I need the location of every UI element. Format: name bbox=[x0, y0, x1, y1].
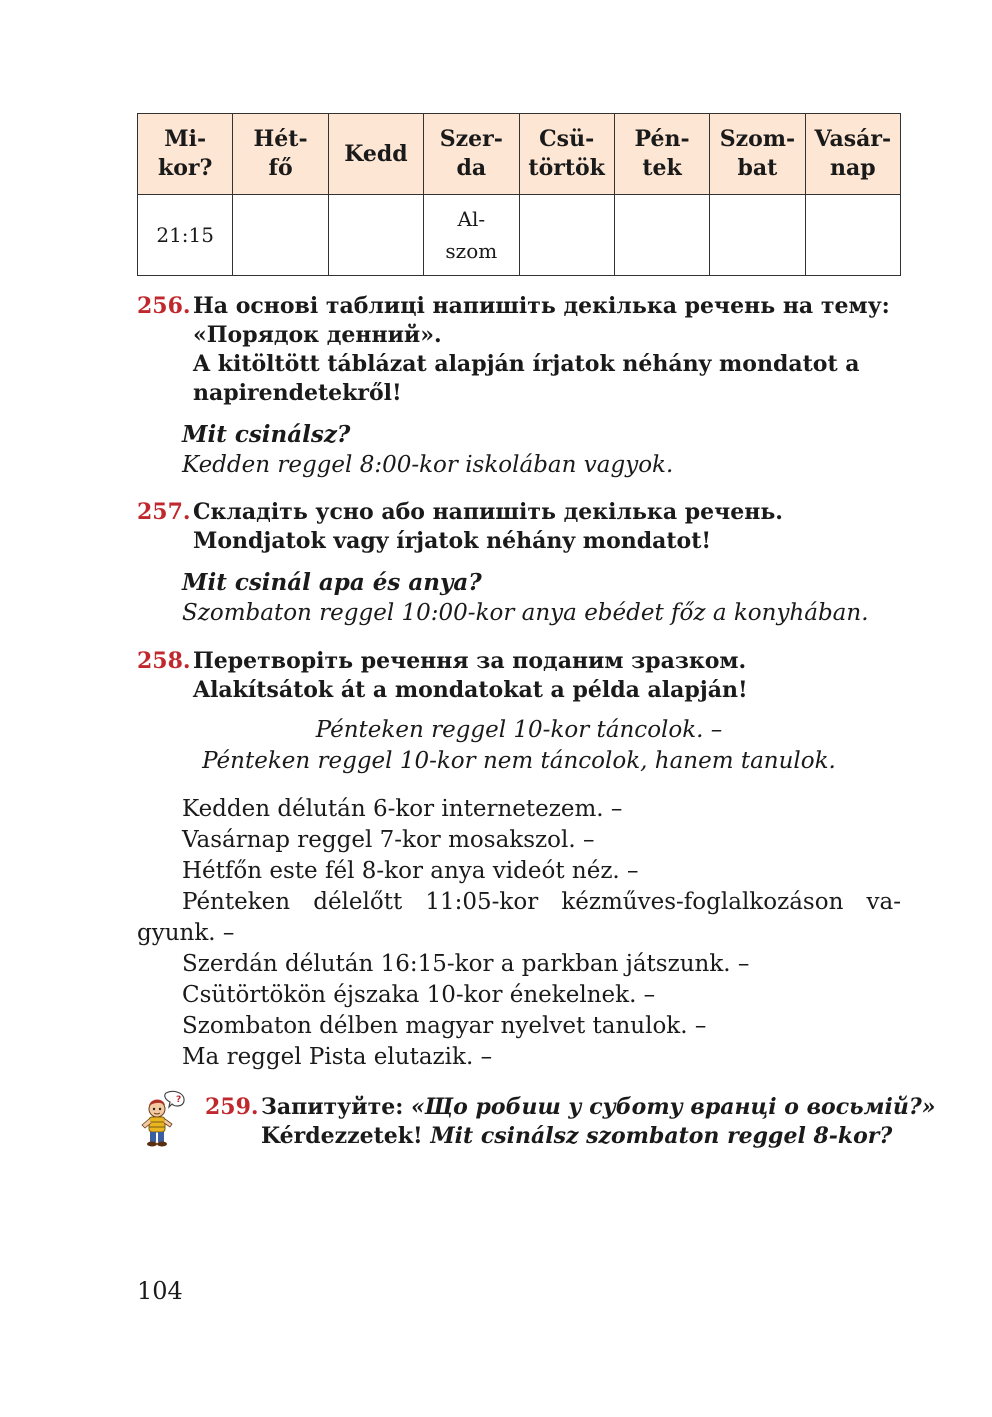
instruction-line: Складіть усно або напишіть декілька речень. bbox=[193, 499, 783, 525]
instruction-line: На основі таблиці напишіть декілька речень на тему: bbox=[193, 293, 890, 319]
cell-time: 21:15 bbox=[138, 195, 233, 276]
cell-monday bbox=[233, 195, 328, 276]
list-item: Szombaton délben magyar nyelvet tanulok. – bbox=[182, 1013, 707, 1039]
model-transformed: Pénteken reggel 10-kor nem táncolok, hanem tanulok. bbox=[202, 748, 836, 774]
list-item: Csütörtökön éjszaka 10-kor énekelnek. – bbox=[182, 982, 656, 1008]
cell-thursday bbox=[519, 195, 614, 276]
header-cell-thursday: Csü- törtök bbox=[519, 114, 614, 195]
exercise-259 bbox=[205, 1093, 936, 1151]
example-answer: Szombaton reggel 10:00-kor anya ebédet főz a konyhában. bbox=[182, 600, 869, 626]
header-cell-monday: Hét- fő bbox=[233, 114, 328, 195]
instruction-line: A kitöltött táblázat alapján írjatok néhány mondatot a bbox=[193, 351, 860, 377]
instruction-line: Запитуйте: «Що робиш у суботу вранці о восьмій?» bbox=[261, 1094, 936, 1120]
cell-tuesday bbox=[328, 195, 423, 276]
example-answer: Kedden reggel 8:00-kor iskolában vagyok. bbox=[182, 452, 674, 478]
header-cell-when: Mi- kor? bbox=[138, 114, 233, 195]
instruction-line: Alakítsátok át a mondatokat a példa alapján! bbox=[193, 677, 748, 703]
list-item: Ma reggel Pista elutazik. – bbox=[182, 1044, 493, 1070]
table-row bbox=[138, 195, 901, 276]
list-item-continuation: gyunk. – bbox=[137, 920, 235, 946]
header-cell-tuesday: Kedd bbox=[328, 114, 423, 195]
header-cell-sunday: Vasár- nap bbox=[805, 114, 900, 195]
example-dialog-256 bbox=[182, 419, 902, 481]
svg-text:?: ? bbox=[176, 1095, 182, 1105]
cell-friday bbox=[614, 195, 709, 276]
exercise-257 bbox=[137, 498, 907, 556]
sentence-list bbox=[137, 794, 901, 1073]
exercise-number: 256. bbox=[137, 293, 191, 319]
cartoon-kid-mascot-icon bbox=[139, 1089, 189, 1149]
schedule-table bbox=[137, 113, 901, 276]
model-sentence: Pénteken reggel 10-kor táncolok. – bbox=[315, 717, 723, 743]
list-item: Szerdán délután 16:15-kor a parkban játszunk. – bbox=[182, 951, 750, 977]
cell-sunday bbox=[805, 195, 900, 276]
exercise-number: 258. bbox=[137, 648, 191, 674]
model-example bbox=[137, 715, 901, 777]
exercise-256 bbox=[137, 292, 907, 408]
list-item: Kedden délután 6-kor internetezem. – bbox=[182, 796, 623, 822]
header-cell-friday: Pén- tek bbox=[614, 114, 709, 195]
cell-saturday bbox=[710, 195, 805, 276]
list-item: Pénteken délelőtt 11:05-kor kézműves-foglalkozáson va- bbox=[182, 889, 901, 915]
example-question: Mit csinálsz? bbox=[182, 421, 351, 448]
instruction-line: Mondjatok vagy írjatok néhány mondatot! bbox=[193, 528, 712, 554]
cell-wednesday: Al- szom bbox=[424, 195, 519, 276]
instruction-line: «Порядок денний». bbox=[193, 322, 442, 348]
exercise-number: 257. bbox=[137, 499, 191, 525]
instruction-line: Kérdezzetek! Mit csinálsz szombaton reggel 8-kor? bbox=[261, 1123, 893, 1149]
table-header-row bbox=[138, 114, 901, 195]
header-cell-saturday: Szom- bat bbox=[710, 114, 805, 195]
exercise-258 bbox=[137, 647, 907, 705]
page-number: 104 bbox=[137, 1277, 183, 1305]
list-item: Vasárnap reggel 7-kor mosakszol. – bbox=[182, 827, 595, 853]
list-item: Hétfőn este fél 8-kor anya videót néz. – bbox=[182, 858, 639, 884]
exercise-number: 259. bbox=[205, 1094, 259, 1120]
header-cell-wednesday: Szer- da bbox=[424, 114, 519, 195]
instruction-line: napirendetekről! bbox=[193, 380, 402, 406]
example-dialog-257 bbox=[182, 567, 902, 629]
instruction-line: Перетворіть речення за поданим зразком. bbox=[193, 648, 747, 674]
example-question: Mit csinál apa és anya? bbox=[182, 569, 482, 596]
